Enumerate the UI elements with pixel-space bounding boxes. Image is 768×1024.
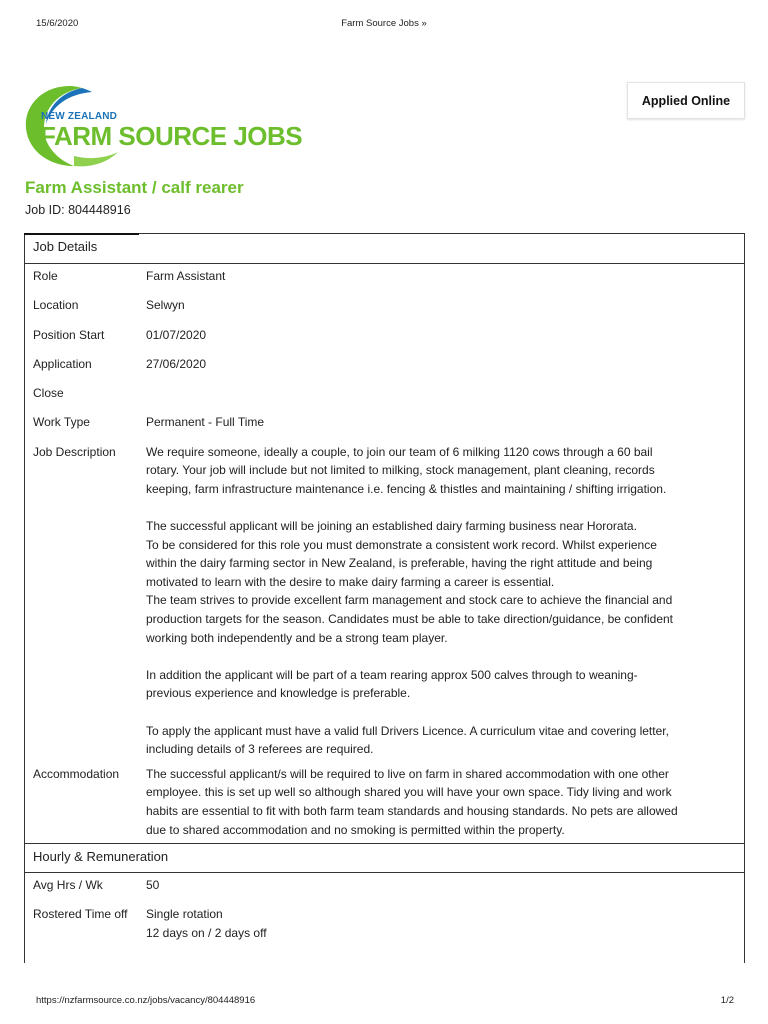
logo-country: NEW ZEALAND (41, 111, 118, 122)
detail-label: Rostered Time off (33, 907, 128, 922)
applied-online-button[interactable]: Applied Online (627, 82, 745, 119)
detail-value: Permanent - Full Time (146, 415, 265, 430)
description-line: The successful applicant will be joining an established dairy farming business near Hororata. (146, 519, 637, 534)
detail-row-application (25, 355, 744, 374)
detail-label: Application (33, 356, 92, 371)
detail-value: 50 (146, 878, 160, 893)
detail-row-location (25, 296, 744, 315)
detail-label: Accommodation (33, 766, 120, 781)
detail-value (146, 905, 736, 942)
detail-row-close (25, 384, 744, 403)
description-line: within the dairy farming sector in New Zealand, is preferable, having the right attitude and being (146, 556, 653, 571)
detail-row-accommodation (25, 765, 744, 839)
page-number: 1/2 (720, 995, 734, 1006)
description-paragraph (146, 666, 736, 703)
active-tab-indicator (24, 233, 139, 235)
description-paragraph (146, 517, 736, 647)
detail-label: Position Start (33, 327, 105, 342)
detail-row-rostered-time-off (25, 905, 744, 942)
print-date: 15/6/2020 (36, 18, 79, 29)
description-line: The team strives to provide excellent farm management and stock care to achieve the financial and (146, 593, 673, 608)
description-line: In addition the applicant will be part of a team rearing approx 500 calves through to weaning- (146, 667, 638, 682)
job-details-rows (25, 264, 744, 839)
detail-label: Avg Hrs / Wk (33, 878, 103, 893)
job-id: Job ID: 804448916 (25, 203, 131, 217)
detail-row-work-type (25, 413, 744, 432)
description-line: production targets for the season. Candidates must be able to take direction/guidance, be confident (146, 612, 674, 627)
remuneration-header[interactable]: Hourly & Remuneration (25, 843, 744, 873)
detail-row-role (25, 267, 744, 286)
accommodation-line: due to shared accommodation and no smoking is permitted within the property. (146, 822, 565, 837)
description-line: To be considered for this role you must demonstrate a consistent work record. Whilst experience (146, 537, 657, 552)
description-paragraph (146, 443, 736, 499)
roster-line: 12 days on / 2 days off (146, 926, 267, 941)
description-line: To apply the applicant must have a valid full Drivers Licence. A curriculum vitae and covering letter, (146, 723, 669, 738)
detail-label: Work Type (33, 415, 90, 430)
farm-source-jobs-logo[interactable] (22, 84, 303, 170)
description-line: including details of 3 referees are required. (146, 742, 374, 757)
detail-label: Location (33, 298, 79, 313)
accommodation-line: habits are essential to fit with both farm team standards and housing standards. No pets are allowed (146, 803, 678, 818)
detail-value (146, 384, 736, 403)
print-url: https://nzfarmsource.co.nz/jobs/vacancy/804448916 (36, 995, 256, 1006)
detail-value: Selwyn (146, 298, 185, 313)
description-paragraph (146, 722, 736, 759)
detail-value: 01/07/2020 (146, 327, 207, 342)
accommodation-line: The successful applicant/s will be required to live on farm in shared accommodation with one other (146, 766, 669, 781)
detail-label: Role (33, 269, 58, 283)
job-details-panel (24, 233, 745, 963)
accommodation-text (146, 765, 736, 839)
description-line: We require someone, ideally a couple, to join our team of 6 milking 1120 cows through a 60 bail (146, 444, 653, 459)
description-line: keeping, farm infrastructure maintenance i.e. fencing & thistles and maintaining / shifting irrigation. (146, 481, 667, 496)
detail-value: 27/06/2020 (146, 356, 207, 371)
logo-wordmark: FARM SOURCE JOBS (40, 121, 303, 151)
detail-row-job-description (25, 443, 744, 759)
description-line: working both independently and be a strong team player. (146, 630, 448, 645)
detail-value: Farm Assistant (146, 269, 226, 283)
remuneration-rows (25, 873, 744, 942)
print-title: Farm Source Jobs » (341, 18, 427, 29)
roster-line: Single rotation (146, 907, 223, 922)
detail-row-avg-hours (25, 876, 744, 895)
detail-row-position-start (25, 326, 744, 345)
job-description (146, 443, 736, 759)
description-line: motivated to learn with the desire to make dairy farming a career is essential. (146, 574, 555, 589)
detail-label: Close (33, 386, 64, 401)
job-details-header[interactable]: Job Details (25, 234, 744, 264)
detail-label: Job Description (33, 444, 116, 459)
job-title: Farm Assistant / calf rearer (25, 178, 244, 197)
accommodation-line: employee. this is set up well so although shared you will have your own space. Tidy living and work (146, 785, 672, 800)
description-line: previous experience and knowledge is preferable. (146, 686, 411, 701)
description-line: rotary. Your job will include but not limited to milking, stock management, plant cleaning, records (146, 463, 655, 478)
